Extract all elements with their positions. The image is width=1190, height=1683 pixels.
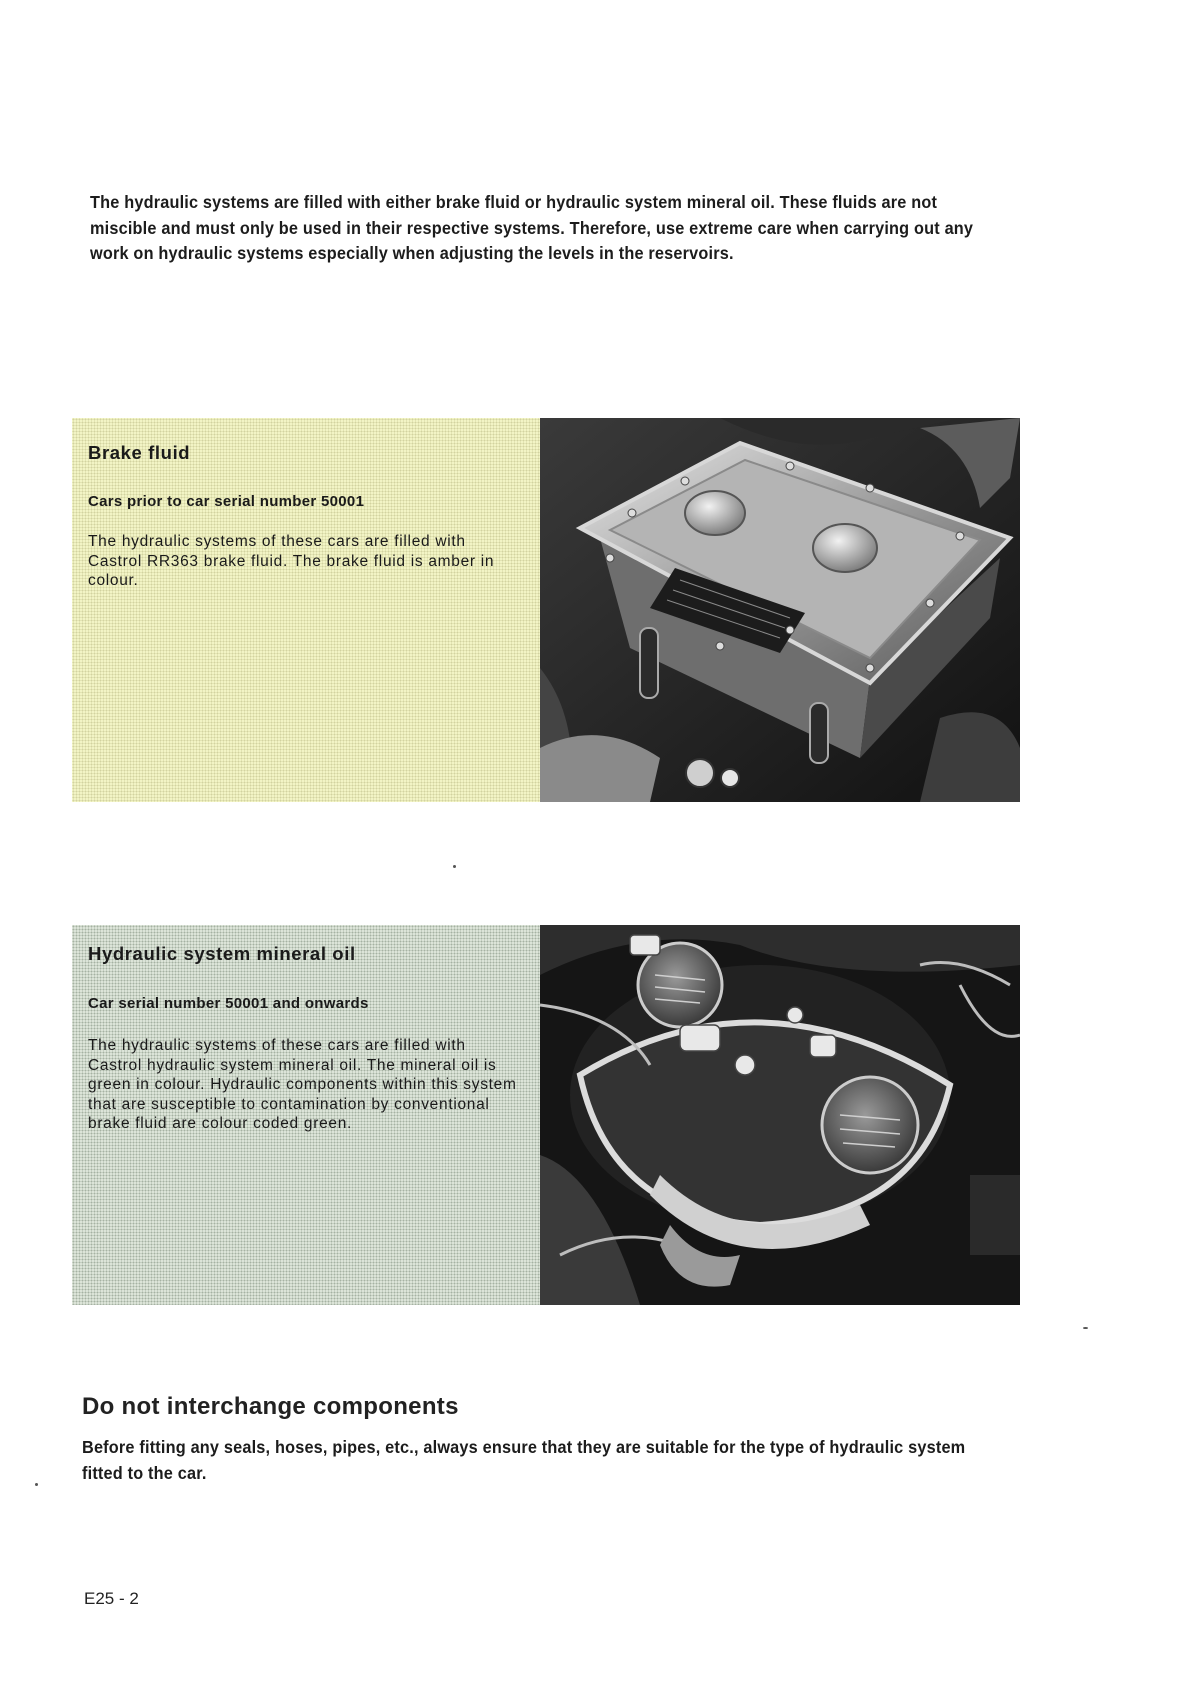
mineral-oil-panel — [72, 925, 540, 1305]
brake-fluid-subheading: Cars prior to car serial number 50001 — [88, 493, 365, 510]
mineral-oil-body: The hydraulic systems of these cars are filled with Castrol hydraulic system mineral oil. The mineral oil is green in colour. Hydraulic components within this system that are susceptible to contamination by conventional brake fluid are colour coded green. — [88, 1037, 517, 1132]
scan-speck — [35, 1483, 38, 1486]
mineral-oil-reservoir-photo — [540, 925, 1020, 1305]
page-reference: E25 - 2 — [84, 1589, 139, 1608]
scan-speck — [1083, 1327, 1088, 1329]
intro-paragraph: The hydraulic systems are filled with either brake fluid or hydraulic system mineral oil. These fluids are not miscible and must only be used in their respective systems. Therefore, use extreme care when carrying out any work on hydraulic systems especially when adjusting the levels in the reservoirs. — [90, 192, 974, 263]
mineral-oil-subheading: Car serial number 50001 and onwards — [88, 995, 369, 1012]
brake-fluid-panel — [72, 418, 540, 802]
scan-speck — [453, 865, 456, 868]
warning-heading: Do not interchange components — [82, 1393, 459, 1420]
brake-fluid-heading: Brake fluid — [88, 442, 191, 463]
warning-body: Before fitting any seals, hoses, pipes, etc., always ensure that they are suitable for the type of hydraulic system fitted to the car. — [82, 1437, 966, 1483]
brake-fluid-reservoir-photo — [540, 418, 1020, 802]
mineral-oil-heading: Hydraulic system mineral oil — [88, 943, 356, 964]
brake-fluid-body: The hydraulic systems of these cars are filled with Castrol RR363 brake fluid. The brake fluid is amber in colour. — [88, 533, 495, 589]
